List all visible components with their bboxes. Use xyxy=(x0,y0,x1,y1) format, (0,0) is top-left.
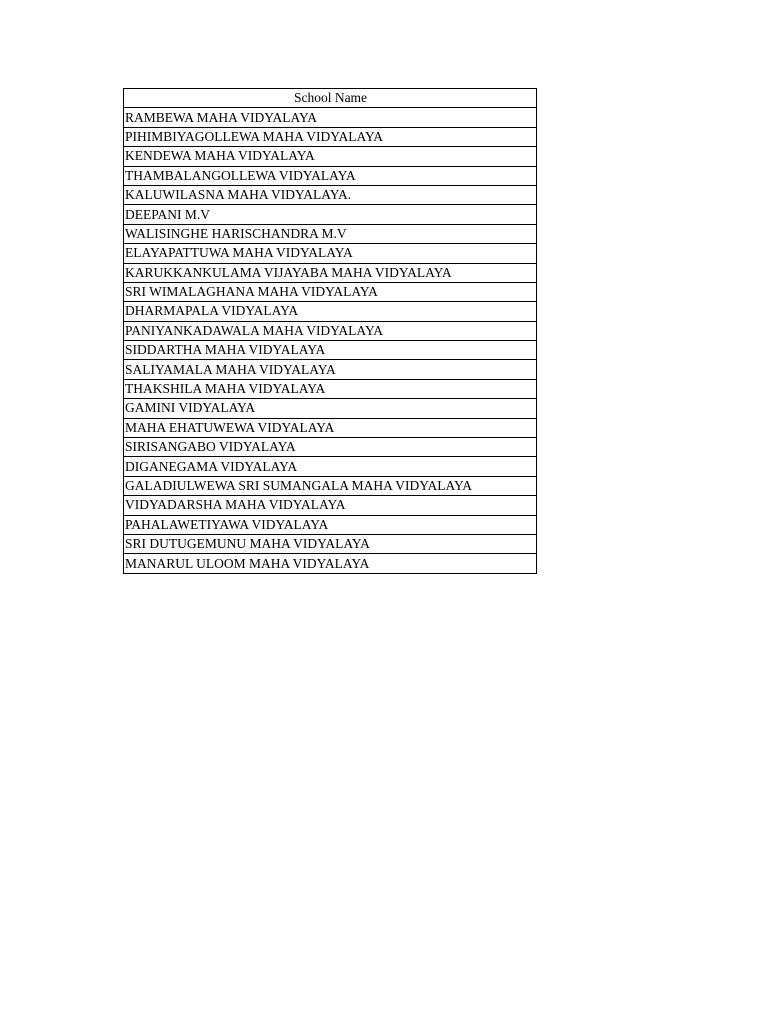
school-name-cell: THAMBALANGOLLEWA VIDYALAYA xyxy=(124,166,537,185)
school-name-cell: MAHA EHATUWEWA VIDYALAYA xyxy=(124,418,537,437)
table-row xyxy=(124,302,537,321)
school-name-cell: MANARUL ULOOM MAHA VIDYALAYA xyxy=(124,554,537,573)
school-name-cell: SALIYAMALA MAHA VIDYALAYA xyxy=(124,360,537,379)
school-name-cell: SRI WIMALAGHANA MAHA VIDYALAYA xyxy=(124,282,537,301)
school-name-cell: KALUWILASNA MAHA VIDYALAYA. xyxy=(124,185,537,204)
table-row xyxy=(124,534,537,553)
column-header-school-name: School Name xyxy=(124,89,537,108)
table-row xyxy=(124,554,537,573)
school-name-cell: SIRISANGABO VIDYALAYA xyxy=(124,438,537,457)
table-row xyxy=(124,185,537,204)
school-name-cell: RAMBEWA MAHA VIDYALAYA xyxy=(124,108,537,127)
school-name-cell: PANIYANKADAWALA MAHA VIDYALAYA xyxy=(124,321,537,340)
table-row xyxy=(124,127,537,146)
school-name-cell: VIDYADARSHA MAHA VIDYALAYA xyxy=(124,496,537,515)
table-row xyxy=(124,263,537,282)
school-name-cell: KARUKKANKULAMA VIJAYABA MAHA VIDYALAYA xyxy=(124,263,537,282)
table-row xyxy=(124,399,537,418)
table-row xyxy=(124,379,537,398)
table-row xyxy=(124,166,537,185)
school-name-cell: WALISINGHE HARISCHANDRA M.V xyxy=(124,224,537,243)
table-row xyxy=(124,282,537,301)
table-row xyxy=(124,108,537,127)
table-row xyxy=(124,515,537,534)
table-row xyxy=(124,360,537,379)
table-row xyxy=(124,496,537,515)
table-row xyxy=(124,418,537,437)
school-name-cell: DHARMAPALA VIDYALAYA xyxy=(124,302,537,321)
school-name-cell: DIGANEGAMA VIDYALAYA xyxy=(124,457,537,476)
school-name-cell: SIDDARTHA MAHA VIDYALAYA xyxy=(124,341,537,360)
table-row xyxy=(124,457,537,476)
table-row xyxy=(124,205,537,224)
table-row xyxy=(124,224,537,243)
school-name-cell: PAHALAWETIYAWA VIDYALAYA xyxy=(124,515,537,534)
table-row xyxy=(124,147,537,166)
table-row xyxy=(124,341,537,360)
school-name-cell: DEEPANI M.V xyxy=(124,205,537,224)
table-header-row xyxy=(124,89,537,108)
table-row xyxy=(124,438,537,457)
school-name-cell: PIHIMBIYAGOLLEWA MAHA VIDYALAYA xyxy=(124,127,537,146)
table-row xyxy=(124,244,537,263)
school-name-cell: SRI DUTUGEMUNU MAHA VIDYALAYA xyxy=(124,534,537,553)
school-name-table xyxy=(123,88,537,574)
school-name-cell: THAKSHILA MAHA VIDYALAYA xyxy=(124,379,537,398)
school-name-cell: GAMINI VIDYALAYA xyxy=(124,399,537,418)
school-name-cell: ELAYAPATTUWA MAHA VIDYALAYA xyxy=(124,244,537,263)
school-name-cell: KENDEWA MAHA VIDYALAYA xyxy=(124,147,537,166)
table-row xyxy=(124,321,537,340)
table-row xyxy=(124,476,537,495)
school-name-cell: GALADIULWEWA SRI SUMANGALA MAHA VIDYALAYA xyxy=(124,476,537,495)
